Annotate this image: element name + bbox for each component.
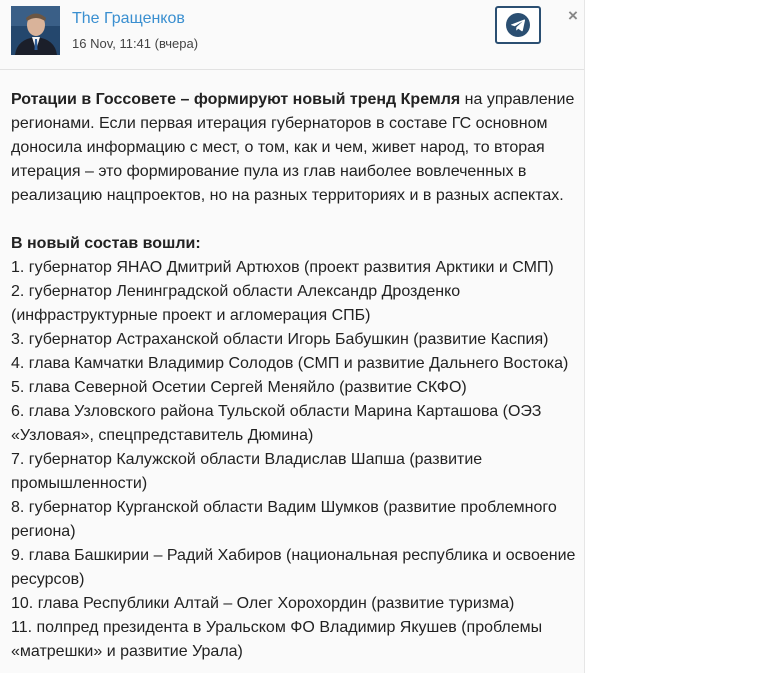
- author-name-link[interactable]: The Гращенков: [72, 10, 185, 27]
- list-item-8: 8. губернатор Курганской области Вадим Шумков (развитие проблемного региона): [11, 499, 557, 540]
- list-item-1: 1. губернатор ЯНАО Дмитрий Артюхов (проект развития Арктики и СМП): [11, 259, 554, 276]
- list-item-9: 9. глава Башкирии – Радий Хабиров (национальная республика и освоение ресурсов): [11, 547, 576, 588]
- list-item-3: 3. губернатор Астраханской области Игорь Бабушкин (развитие Каспия): [11, 331, 549, 348]
- telegram-icon: [505, 12, 531, 38]
- post-timestamp: 16 Nov, 11:41 (вчера): [72, 36, 199, 51]
- post-header: [0, 0, 584, 70]
- list-item-10: 10. глава Республики Алтай – Олег Хорохордин (развитие туризма): [11, 595, 515, 612]
- open-in-telegram-button[interactable]: [495, 6, 541, 44]
- list-item-4: 4. глава Камчатки Владимир Солодов (СМП и развитие Дальнего Востока): [11, 355, 569, 372]
- list-item-2: 2. губернатор Ленинградской области Александр Дрозденко (инфраструктурные проект и агломерация СПБ): [11, 283, 461, 324]
- lead-bold-text: Ротации в Госсовете – формируют новый тренд Кремля: [11, 91, 461, 108]
- author-avatar[interactable]: [11, 6, 60, 55]
- post-body: [11, 88, 577, 664]
- list-item-11: 11. полпред президента в Уральском ФО Владимир Якушев (проблемы «матрешки» и развитие Урала): [11, 619, 543, 660]
- person-photo-icon: [11, 6, 60, 55]
- close-button[interactable]: ×: [568, 6, 578, 25]
- list-item-7: 7. губернатор Калужской области Владислав Шапша (развитие промышленности): [11, 451, 483, 492]
- list-item-6: 6. глава Узловского района Тульской области Марина Карташова (ОЭЗ «Узловая», спецпредставитель Дюмина): [11, 403, 542, 444]
- list-item-5: 5. глава Северной Осетии Сергей Меняйло (развитие СКФО): [11, 379, 467, 396]
- lead-text: на управление регионами. Если первая итерация губернаторов в составе ГС основном доносила информацию с мест, о том, как и чем, живет народ, то вторая итерация – это формирование пула из глав наиболее вовлеченных в реализацию нацпроектов, но на разных территориях и в разных аспектах.: [11, 91, 575, 204]
- paragraph-gap: [11, 208, 577, 232]
- list-title: В новый состав вошли:: [11, 235, 201, 252]
- post-lead-paragraph: [11, 88, 577, 208]
